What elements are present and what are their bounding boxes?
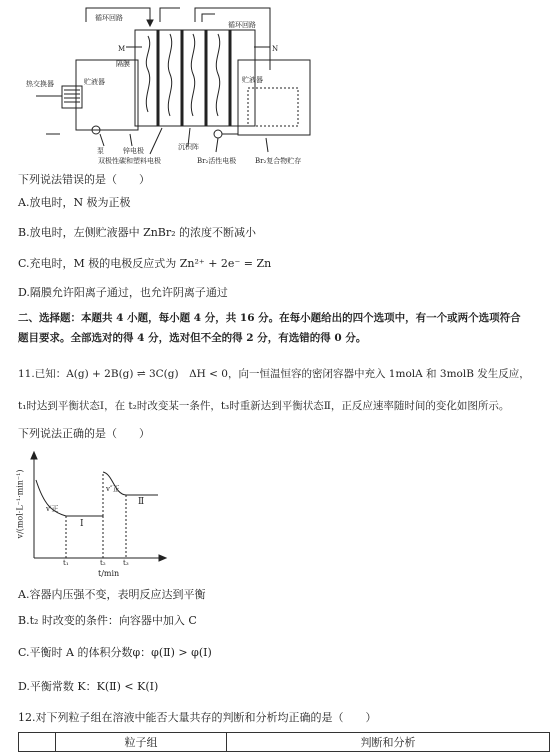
q10-option-b: B.放电时，左侧贮液器中 ZnBr₂ 的浓度不断减小 [18,226,257,239]
q11-option-a: A.容器内压强不变，表明反应达到平衡 [18,588,206,601]
chart-y-label: v/(mol·L⁻¹·min⁻¹) [15,469,25,539]
q10-option-a: A.放电时，N 极为正极 [18,196,131,209]
section2-line1: 二、选择题：本题共 4 小题，每小题 4 分，共 16 分。在每小题给出的四个选项中，有一个或两个选项符合 [18,312,521,324]
chart-tick-t3: t₃ [123,559,129,567]
loop-right-label: 循环回路 [228,21,256,29]
pump-label: 泵 [97,147,104,155]
chart-state-2: Ⅱ [138,497,145,507]
q10-option-c: C.充电时，M 极的电极反应式为 Zn²⁺ + 2e⁻ = Zn [18,257,272,270]
q10-option-d: D.隔膜允许阳离子通过，也允许阴离子通过 [18,286,228,299]
br2-electrode-label: Br₂活性电极 [197,157,237,165]
x-axis-arrow [159,555,166,561]
q11-option-c: C.平衡时 A 的体积分数φ：φ(Ⅱ) > φ(Ⅰ) [18,646,212,659]
y-axis-arrow [31,452,37,459]
q12-stem: 12.对下列粒子组在溶液中能否大量共存的判断和分析均正确的是（ ） [18,711,377,724]
table-header-blank [19,733,56,752]
br2-complex-label: Br₂复合物贮存 [255,157,302,165]
q10-stem: 下列说法错误的是（ ） [18,173,150,186]
q12-table [18,732,550,752]
table-row [19,733,550,752]
table-header-particles: 粒子组 [56,733,227,752]
m-label: M [118,45,126,53]
chart-v-label-2: v″正 [106,485,120,493]
rate-time-chart [15,450,168,570]
chart-v-label-1: v′正 [46,505,59,513]
q11-option-d: D.平衡常数 K：K(Ⅱ) < K(Ⅰ) [18,680,159,693]
section2-line2: 题目要求。全部选对的得 4 分，选对但不全的得 2 分，有选错的得 0 分。 [18,332,367,344]
table-header-analysis: 判断和分析 [227,733,550,752]
bipolar-board-label: 双极性碳和塑料电极 [98,157,161,165]
chart-x-label: t/min [98,569,120,578]
chart-tick-t2: t₂ [100,559,106,567]
q11-line2: t₁时达到平衡状态Ⅰ，在 t₂时改变某一条件，t₃时重新达到平衡状态Ⅱ，正反应速率随时间的变化如图所示。 [18,400,510,412]
heat-exchanger-label: 热交换器 [26,80,54,88]
chart-state-1: Ⅰ [80,519,84,529]
zinc-electrode-label: 锌电极 [123,147,144,155]
separator-mesh-label: 沉积阵 [178,143,199,151]
membrane-label: 隔膜 [116,60,130,68]
q11-option-b: B.t₂ 时改变的条件：向容器中加入 C [18,614,197,627]
loop-left-label: 循环回路 [95,14,123,22]
q11-line3: 下列说法正确的是（ ） [18,427,150,440]
reservoir-left-label: 贮液器 [84,78,105,86]
reservoir-right-label: 贮液器 [242,76,263,84]
battery-diagram [30,0,330,165]
chart-tick-t1: t₁ [63,559,69,567]
q11-line1: 11.已知：A(g) + 2B(g) ⇌ 3C(g) ΔH < 0，向一恒温恒容的密闭容器中充入 1molA 和 3molB 发生反应， [18,368,530,380]
n-label: N [272,45,279,53]
